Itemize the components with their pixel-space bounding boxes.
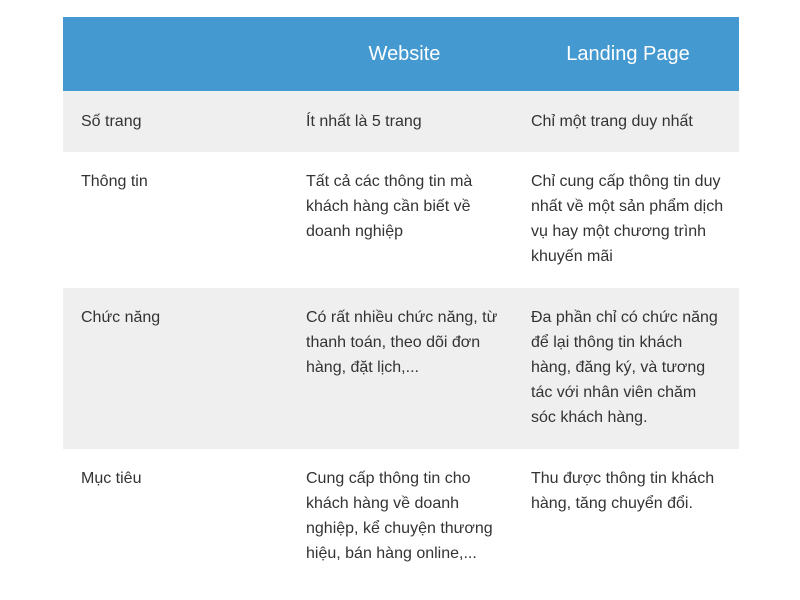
website-cell: Ít nhất là 5 trang: [306, 113, 422, 130]
landing-page-cell: Đa phần chỉ có chức năng để lại thông tin khách hàng, đăng ký, và tương tác với nhân viên chăm sóc khách hàng.: [531, 309, 718, 426]
table-row: [63, 91, 739, 152]
row-label: Chức năng: [81, 309, 161, 326]
table-header: [63, 17, 739, 91]
row-label: Thông tin: [81, 173, 148, 190]
header-cell-empty: [63, 17, 288, 91]
header-cell-landing-page: Landing Page: [566, 42, 690, 65]
table-row: [63, 449, 739, 597]
landing-page-cell: Thu được thông tin khách hàng, tăng chuyển đổi.: [531, 470, 715, 512]
table-row: [63, 288, 739, 449]
landing-page-cell: Chỉ một trang duy nhất: [531, 113, 693, 130]
row-label: Mục tiêu: [81, 470, 142, 487]
row-label: Số trang: [81, 113, 142, 130]
comparison-table: [63, 17, 739, 597]
website-cell: Có rất nhiều chức năng, từ thanh toán, theo dõi đơn hàng, đặt lịch,...: [306, 309, 498, 376]
website-cell: Tất cả các thông tin mà khách hàng cần biết về doanh nghiệp: [306, 173, 473, 240]
website-cell: Cung cấp thông tin cho khách hàng về doanh nghiệp, kể chuyện thương hiệu, bán hàng online,...: [306, 470, 493, 562]
table-row: [63, 152, 739, 288]
landing-page-cell: Chỉ cung cấp thông tin duy nhất về một sản phẩm dịch vụ hay một chương trình khuyến mãi: [531, 173, 724, 265]
header-cell-website: Website: [368, 42, 441, 65]
